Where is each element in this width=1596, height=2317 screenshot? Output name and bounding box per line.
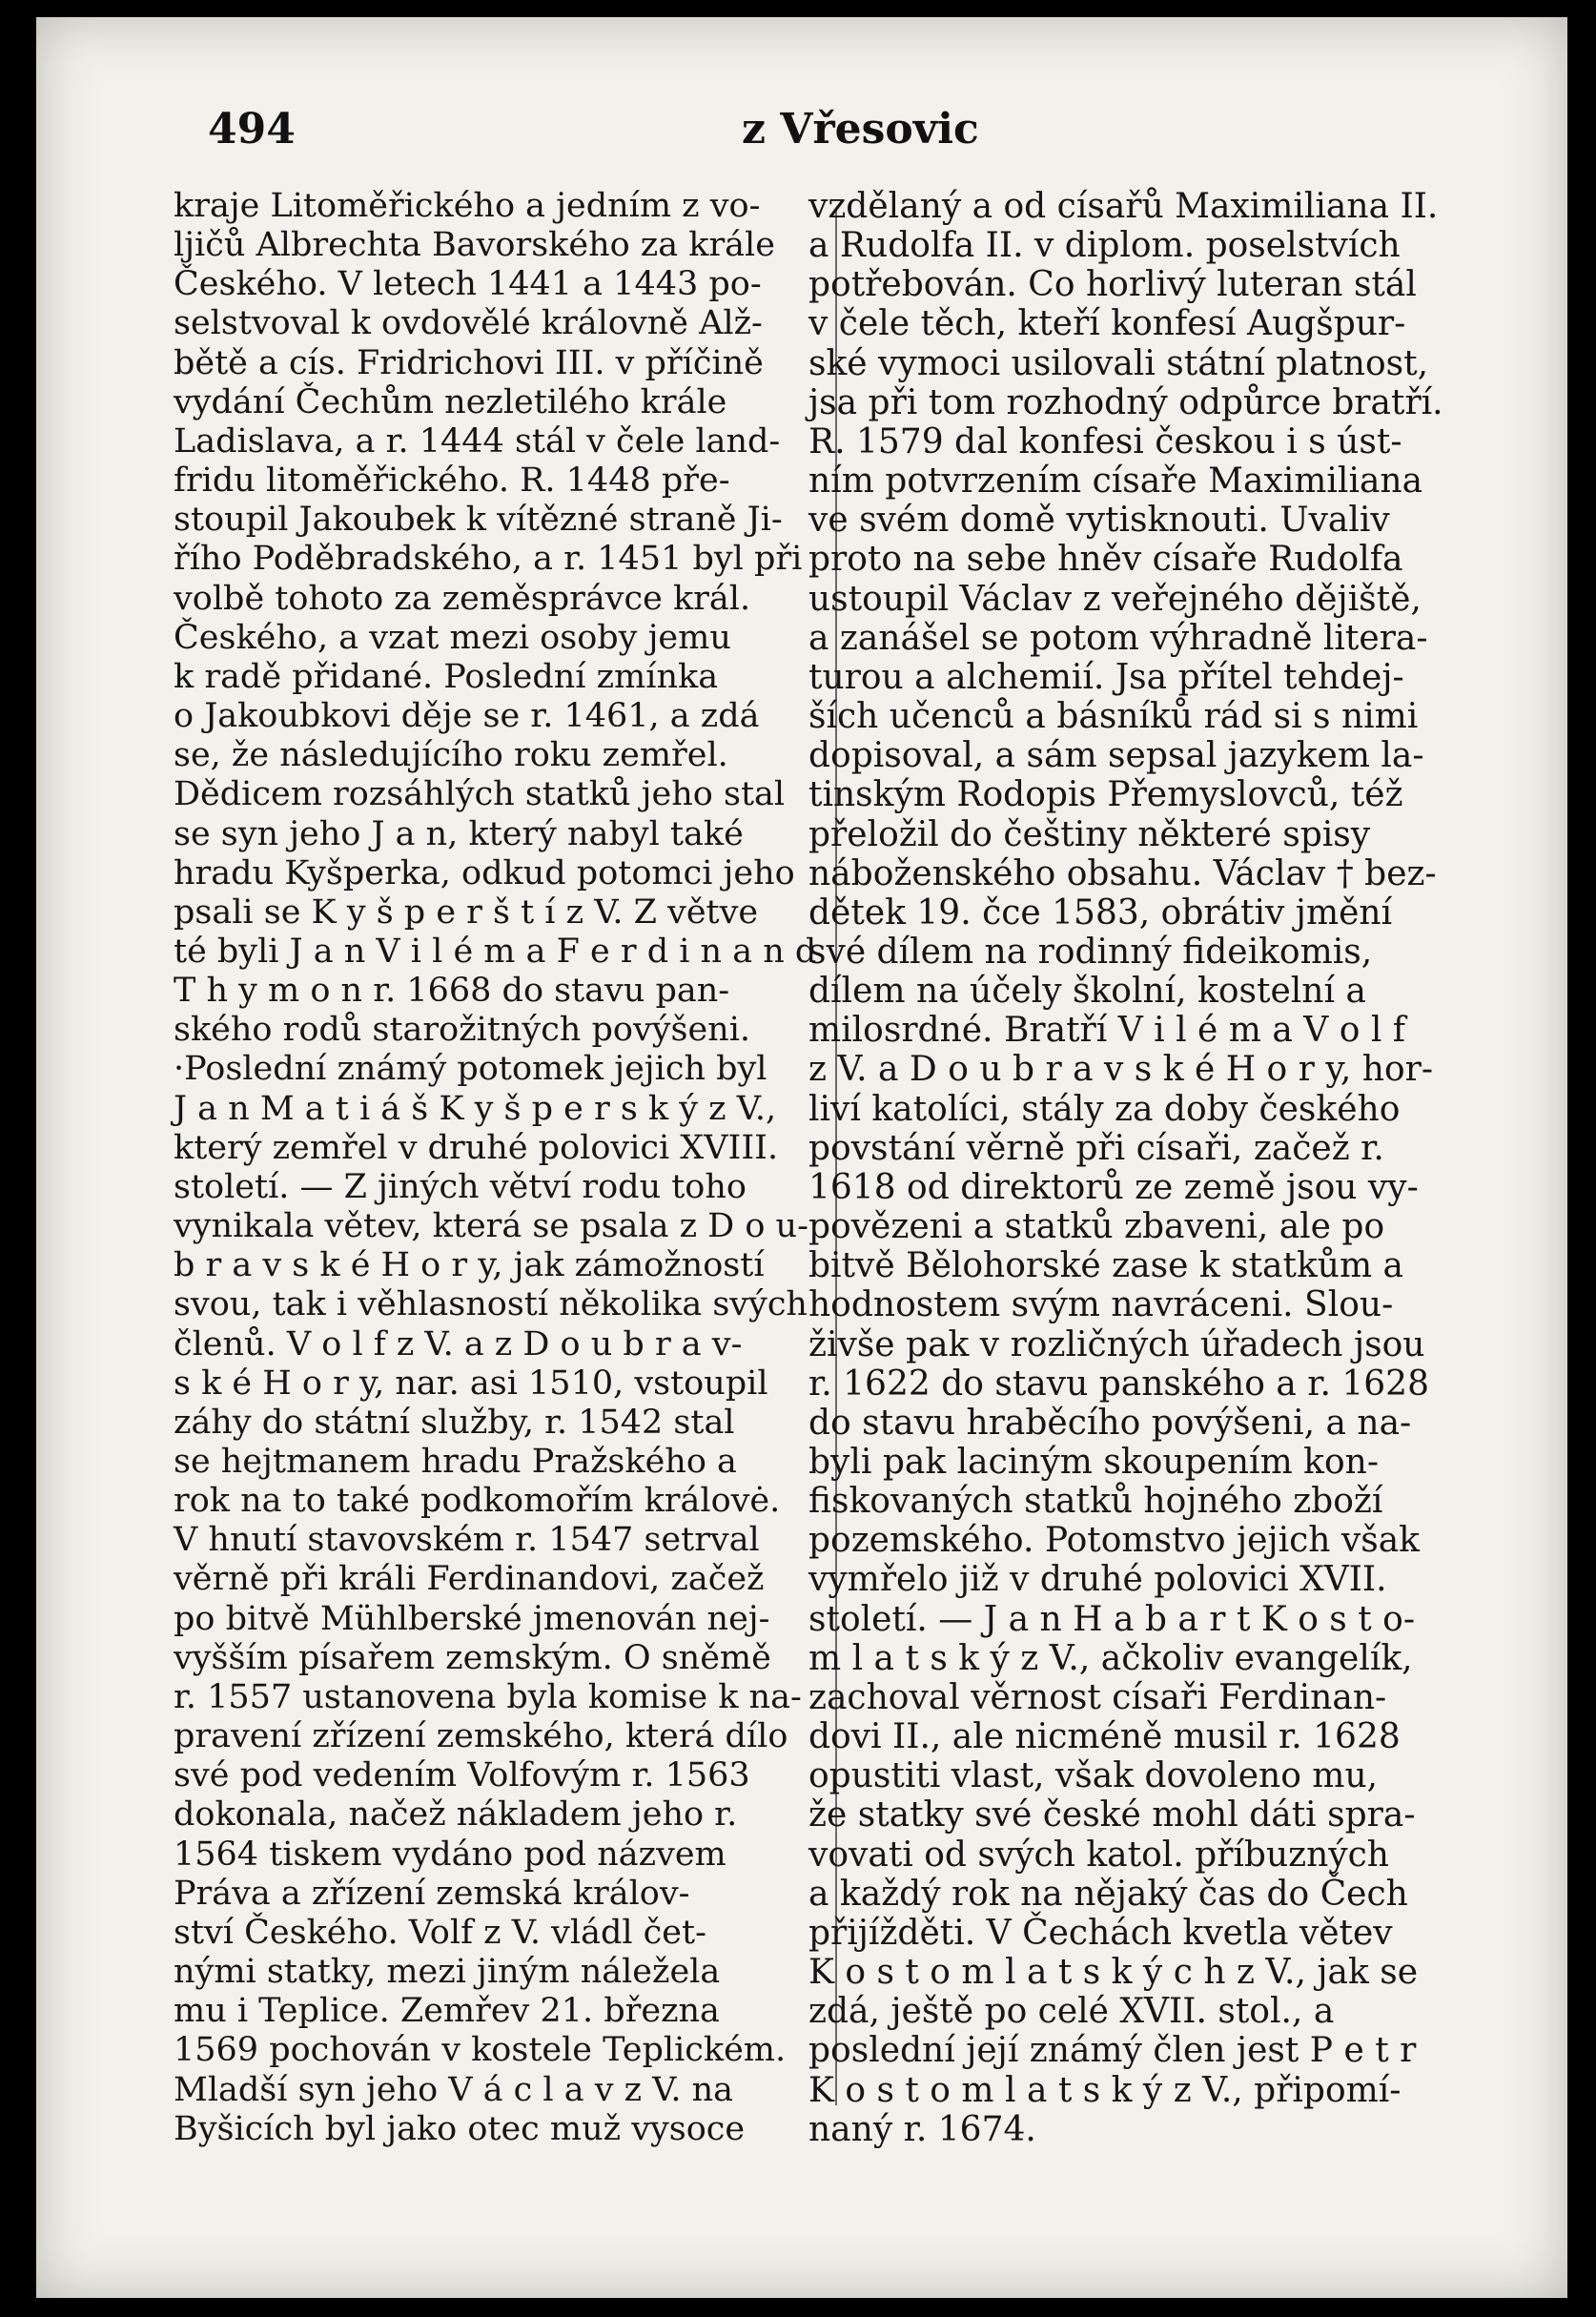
page-number: 494	[208, 105, 296, 154]
left-column-text: kraje Litoměřického a jedním z vo- ljičů Albrechta Bavorského za krále Českého. V letech 1441 a 1443 po- selstvoval k ovdovělé královně Alž- bětě a cís. Fridrichovi III. v příčině vydání Čechům nezletilého krále Ladislava, a r. 1444 stál v čele land- fridu litoměřického. R. 1448 pře- stoupil Jakoubek k vítězné straně Ji- řího Poděbradského, a r. 1451 byl při volbě tohoto za zeměsprávce král. Českého, a vzat mezi osoby jemu k radě přidané. Poslední zmínka o Jakoubkovi děje se r. 1461, a zdá se, že následujícího roku zemřel. Dědicem rozsáhlých statků jeho stal se syn jeho J a n, který nabyl také hradu Kyšperka, odkud potomci jeho psali se K y š p e r š t í z V. Z větve té byli J a n V i l é m a F e r d i n a n d T h y m o n r. 1668 do stavu pan- ského rodů starožitných povýšeni. ·Poslední známý potomek jejich byl J a n M a t i á š K y š p e r s k ý z V., který zemřel v druhé polovici XVIII. století. — Z jiných větví rodu toho vynikala větev, která se psala z D o u- b r a v s k é H o r y, jak zámožností svou, tak i věhlasností několika svých členů. V o l f z V. a z D o u b r a v- s k é H o r y, nar. asi 1510, vstoupil záhy do státní služby, r. 1542 stal se hejtmanem hradu Pražského a rok na to také podkomořím královė. V hnutí stavovském r. 1547 setrval věrně při králi Ferdinandovi, začež po bitvě Mühlberské jmenován nej- vyšším písařem zemským. O sněmě r. 1557 ustanovena byla komise k na- pravení zřízení zemského, která dílo své pod vedením Volfovým r. 1563 dokonala, načež nákladem jeho r. 1564 tiskem vydáno pod názvem Práva a zřízení zemská králov- ství Českého. Volf z V. vládl čet- nými statky, mezi jiným náležela mu i Teplice. Zemřev 21. března 1569 pochován v kostele Teplickém. Mladší syn jeho V á c l a v z V. na Byšicích byl jako otec muž vysoce	[174, 187, 817, 2148]
running-head: z Vřesovic	[742, 105, 979, 154]
right-column-text: vzdělaný a od císařů Maximiliana II. a Rudolfa II. v diplom. poselstvích potřebován. Co horlivý luteran stál v čele těch, kteří konfesí Augšpur- ské vymoci usilovali státní platnost, jsa při tom rozhodný odpůrce bratří. R. 1579 dal konfesi českou i s úst- ním potvrzením císaře Maximiliana ve svém domě vytisknouti. Uvaliv proto na sebe hněv císaře Rudolfa ustoupil Václav z veřejného dějiště, a zanášel se potom výhradně litera- turou a alchemií. Jsa přítel tehdej- ších učenců a básníků rád si s nimi dopisoval, a sám sepsal jazykem la- tinským Rodopis Přemyslovců, též přeložil do češtiny některé spisy náboženského obsahu. Václav † bez- dětek 19. čce 1583, obrátiv jmění své dílem na rodinný fideikomis, dílem na účely školní, kostelní a milosrdné. Bratří V i l é m a V o l f z V. a D o u b r a v s k é H o r y, hor- liví katolíci, stály za doby českého povstání věrně při císaři, začež r. 1618 od direktorů ze země jsou vy- povězeni a statků zbaveni, ale po bitvě Bělohorské zase k statkům a hodnostem svým navráceni. Slou- živše pak v rozličných úřadech jsou r. 1622 do stavu panského a r. 1628 do stavu hraběcího povýšeni, a na- byli pak laciným skoupením kon- fiskovaných statků hojného zboží pozemského. Potomstvo jejich však vymřelo již v druhé polovici XVII. století. — J a n H a b a r t K o s t o- m l a t s k ý z V., ačkoliv evangelík, zachoval věrnost císaři Ferdinan- dovi II., ale nicméně musil r. 1628 opustiti vlast, však dovoleno mu, že statky své české mohl dáti spra- vovati od svých katol. příbuzných a každý rok na nějaký čas do Čech přijížděti. V Čechách kvetla větev K o s t o m l a t s k ý c h z V., jak se zdá, ještě po celé XVII. stol., a poslední její známý člen jest P e t r K o s t o m l a t s k ý z V., připomí- naný r. 1674.	[808, 187, 1443, 2149]
